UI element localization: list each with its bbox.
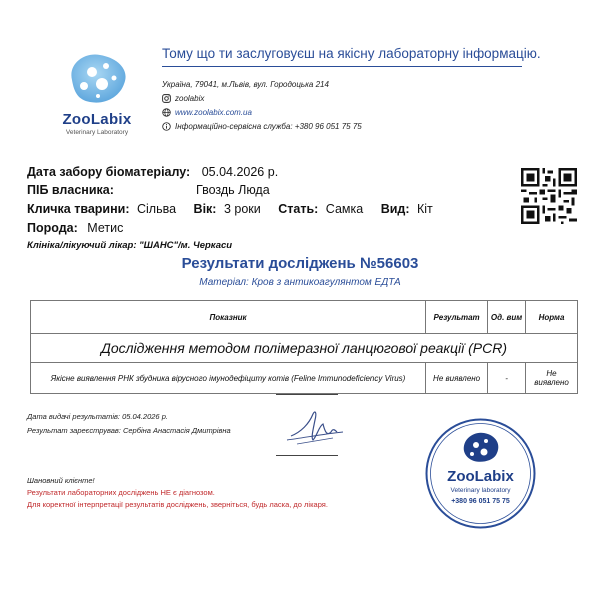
col-header-indicator: Показник xyxy=(31,301,426,334)
instagram-icon xyxy=(162,94,171,103)
greeting: Шановний клієнте! xyxy=(27,476,95,485)
warning-line-1: Результати лабораторних досліджень НЕ є діагнозом. xyxy=(27,488,215,497)
clinic-line: Клініка/лікуючий лікар: "ШАНС"/м. Черкаси xyxy=(27,240,233,251)
stamp-name: ZooLabix xyxy=(447,468,514,485)
owner-row xyxy=(27,183,114,197)
result-value: Не виявлено xyxy=(426,363,488,394)
logo-blob-icon xyxy=(62,50,132,106)
tagline-divider xyxy=(162,66,522,67)
service-contact xyxy=(162,122,362,131)
signature-line-top xyxy=(276,394,338,395)
website-contact[interactable] xyxy=(162,108,252,117)
sample-date-row xyxy=(27,165,278,179)
qr-code-icon[interactable] xyxy=(521,168,577,224)
breed-label: Порода: xyxy=(27,221,78,235)
breed-row xyxy=(27,221,123,235)
service-text: Інформаційно-сервісна служба: +380 96 051 75 75 xyxy=(175,122,362,131)
pet-row xyxy=(27,202,433,216)
table-row xyxy=(31,363,578,394)
signature-line-bottom xyxy=(276,455,338,456)
stamp-phone: +380 96 051 75 75 xyxy=(451,498,510,505)
species-value: Кіт xyxy=(416,202,433,216)
norm-value: Не виявлено xyxy=(526,363,578,394)
col-header-norm: Норма xyxy=(526,301,578,334)
website-link[interactable]: www.zoolabix.com.ua xyxy=(175,108,252,117)
sex-label: Стать: xyxy=(278,202,319,216)
globe-icon xyxy=(162,108,171,117)
info-icon xyxy=(162,122,171,131)
sex-value: Самка xyxy=(325,202,364,216)
company-stamp xyxy=(424,417,537,530)
breed-value: Метис xyxy=(87,221,124,235)
company-logo xyxy=(56,50,138,136)
stamp-seal-icon xyxy=(424,417,537,530)
owner-label: ПІБ власника: xyxy=(27,183,114,197)
warning-line-2: Для коректної інтерпретації результатів досліджень, зверніться, будь ласка, до лікаря. xyxy=(27,500,328,509)
instagram-contact[interactable] xyxy=(162,94,204,103)
signature-icon xyxy=(283,402,347,450)
col-header-unit: Од. вим xyxy=(488,301,526,334)
species-label: Вид: xyxy=(380,202,410,216)
owner-value: Гвоздь Люда xyxy=(196,183,270,197)
tagline: Тому що ти заслуговуєш на якісну лабораторну інформацію. xyxy=(162,46,541,61)
address-text: Україна, 79041, м.Львів, вул. Городоцька 214 xyxy=(162,80,329,89)
age-value: 3 роки xyxy=(223,202,261,216)
results-title: Результати досліджень №56603 xyxy=(181,255,419,272)
logo-name: ZooLabix xyxy=(62,111,132,128)
issue-date: Дата видачі результатів: 05.04.2026 р. xyxy=(27,412,168,421)
sample-date-label: Дата забору біоматеріалу: xyxy=(27,165,191,179)
col-header-result: Результат xyxy=(426,301,488,334)
pet-value: Сільва xyxy=(137,202,177,216)
instagram-handle: zoolabix xyxy=(175,94,205,103)
logo-subtitle: Veterinary Laboratory xyxy=(65,129,129,136)
age-label: Вік: xyxy=(193,202,217,216)
table-section-row xyxy=(31,334,578,363)
pet-label: Кличка тварини: xyxy=(27,202,130,216)
unit-value: - xyxy=(488,363,526,394)
indicator-name: Якісне виявлення РНК збудника вірусного імунодефіциту котів (Feline Immunodeficiency Virus) xyxy=(31,363,426,394)
sample-date-value: 05.04.2026 р. xyxy=(201,165,279,179)
table-header-row xyxy=(31,301,578,334)
material-subtitle: Матеріал: Кров з антикоагулянтом ЕДТА xyxy=(199,277,401,288)
section-title: Дослідження методом полімеразної ланцюгової реакції (PCR) xyxy=(31,334,578,363)
address xyxy=(162,80,329,89)
stamp-subtitle: Veterinary laboratory xyxy=(450,487,511,494)
registered-by: Результат зареєстрував: Сербіна Анастасія Дмитрівна xyxy=(27,426,231,435)
results-table xyxy=(30,300,578,394)
